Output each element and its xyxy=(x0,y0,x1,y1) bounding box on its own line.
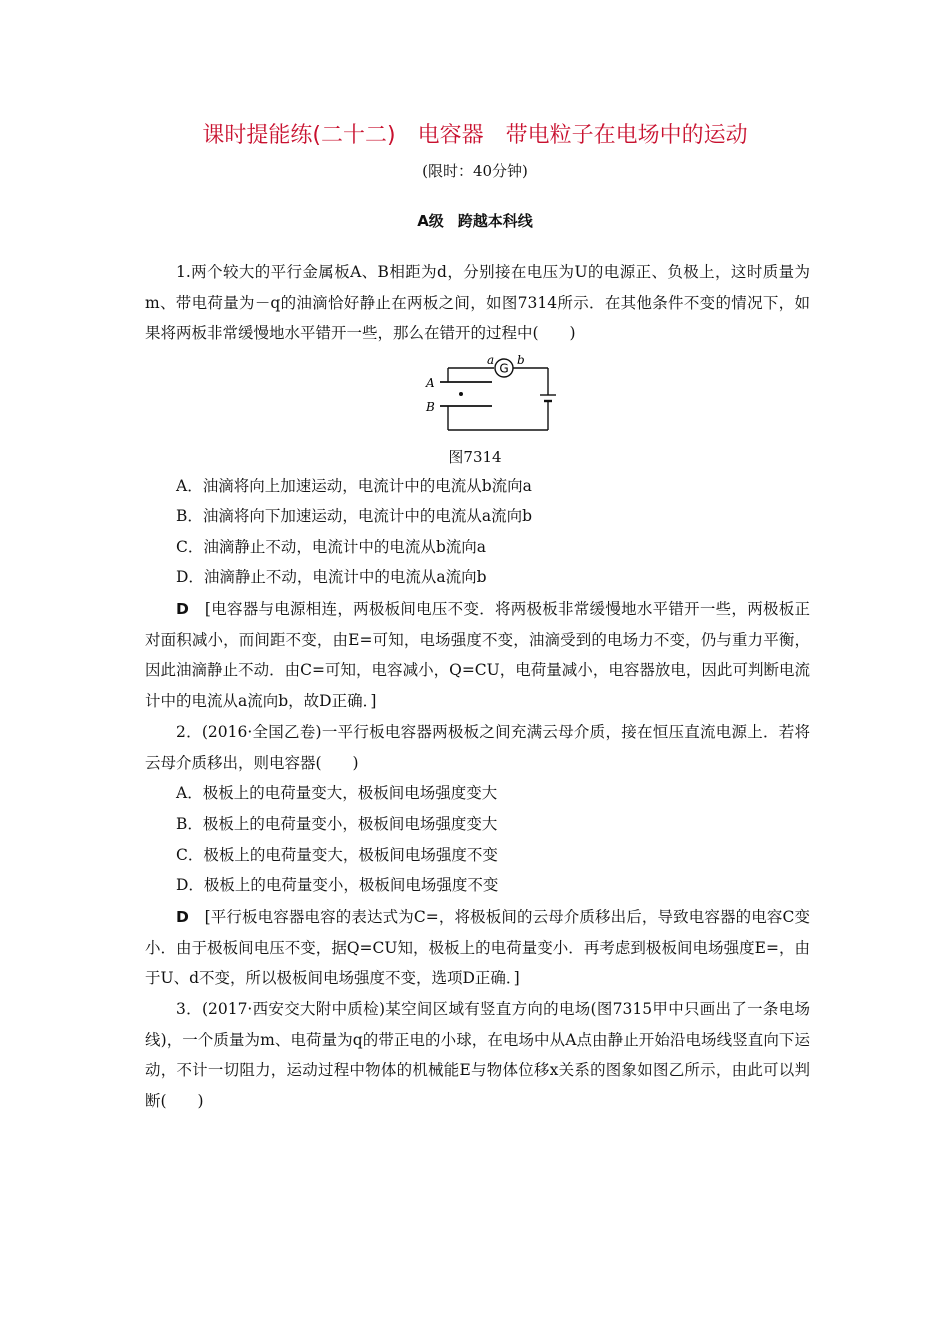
q2-option-a: A．极板上的电荷量变大，极板间电场强度变大 xyxy=(176,784,498,802)
question-3-stem: 3．(2017·西安交大附中质检)某空间区域有竖直方向的电场(图7315甲中只画出了一条电场线)，一个质量为m、电荷量为q的带正电的小球，在电场中从A点由静止开始沿电场线竖直向下运动，不计一切阻力，运动过程中物体的机械能E与物体位移x关系的图象如图乙所示，由此可以判断( ) xyxy=(145,1000,810,1110)
figure-caption: 图7314 xyxy=(448,448,502,466)
q1-option-c: C．油滴静止不动，电流计中的电流从b流向a xyxy=(176,538,487,556)
terminal-b-label: b xyxy=(517,353,525,367)
circuit-diagram xyxy=(420,352,560,434)
question-2-stem: 2．(2016·全国乙卷)一平行板电容器两极板之间充满云母介质，接在恒压直流电源上．若将云母介质移出，则电容器( ) xyxy=(145,723,810,772)
section-heading xyxy=(0,210,950,231)
q2-option-c: C．极板上的电荷量变大，极板间电场强度不变 xyxy=(176,846,498,864)
page-title xyxy=(0,118,950,149)
q1-option-b: B．油滴将向下加速运动，电流计中的电流从a流向b xyxy=(176,507,533,525)
plate-a-label: A xyxy=(426,376,435,390)
q2-answer: D xyxy=(176,908,189,926)
q2-option-b: B．极板上的电荷量变小，极板间电场强度变大 xyxy=(176,815,498,833)
q1-answer: D xyxy=(176,600,189,618)
time-limit: (限时：40分钟) xyxy=(422,162,528,180)
q1-explanation-text: [电容器与电源相连，两极板间电压不变．将两极板非常缓慢地水平错开一些，两极板正对面积减小，而间距不变，由E=可知，电场强度不变，油滴受到的电场力不变，仍与重力平衡，因此油滴静止不动．由C=可知，电容减小，Q=CU，电荷量减小，电容器放电，因此可判断电流计中的电流从a流向b，故D正确．] xyxy=(145,600,810,710)
q2-option-d: D．极板上的电荷量变小，极板间电场强度不变 xyxy=(176,876,499,894)
q1-explanation xyxy=(145,594,810,716)
terminal-a-label: a xyxy=(487,353,495,367)
plate-b-label: B xyxy=(426,400,435,414)
q2-explanation-text: [平行板电容器电容的表达式为C=，将极板间的云母介质移出后，导致电容器的电容C变小．由于极板间电压不变，据Q=CU知，极板上的电荷量变小．再考虑到极板间电场强度E=，由于U、d不变，所以极板间电场强度不变，选项D正确．] xyxy=(145,908,810,987)
question-1-stem: 1.两个较大的平行金属板A、B相距为d，分别接在电压为U的电源正、负极上，这时质量为m、带电荷量为－q的油滴恰好静止在两板之间，如图7314所示．在其他条件不变的情况下，如果将两板非常缓慢地水平错开一些，那么在错开的过程中( ) xyxy=(145,263,810,342)
q2-explanation xyxy=(145,902,810,994)
title-part-3: 带电粒子在电场中的运动 xyxy=(505,123,748,148)
section-level: A级 xyxy=(417,212,444,230)
galvanometer-label: G xyxy=(499,361,509,376)
oil-drop xyxy=(459,392,463,396)
title-part-1: 课时提能练(二十二) xyxy=(202,123,396,148)
section-name: 跨越本科线 xyxy=(457,212,533,230)
q1-option-a: A．油滴将向上加速运动，电流计中的电流从b流向a xyxy=(176,477,532,495)
q1-option-d: D．油滴静止不动，电流计中的电流从a流向b xyxy=(176,568,487,586)
title-part-2: 电容器 xyxy=(417,123,484,148)
